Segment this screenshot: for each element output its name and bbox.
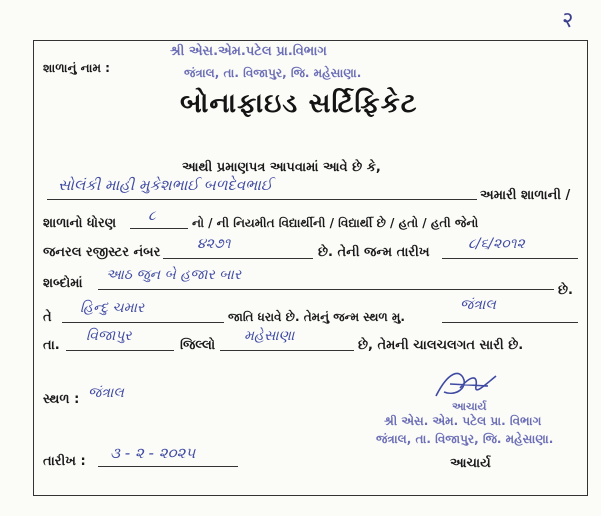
taluka-value: વિજાપુર (86, 328, 132, 344)
school-stamp-line1: શ્રી એસ.એમ.પટેલ પ્રા.વિભાગ (170, 44, 327, 59)
signature-stamp-line1: શ્રી એસ. એમ. પટેલ પ્રા. વિભાગ (384, 414, 542, 428)
dob-value: ૮/૬/૨૦૧૨ (468, 236, 525, 252)
signature-stamp-line2: જંત્રાલ, તા. વિજાપુર, જિ. મહેસાણા. (376, 432, 554, 446)
standard-label: શાળાનો ધોરણ (43, 216, 117, 231)
date-line (98, 466, 238, 467)
caste-text: જાતિ ધરાવે છે. તેમનું જન્મ સ્થળ મુ. (228, 310, 405, 324)
dob-in-words: આઠ જુન બે હજાર બાર (106, 267, 242, 283)
student-name-line (47, 199, 477, 200)
caste-value: હિન્દુ ચમાર (80, 300, 145, 316)
caste-prefix: તે (43, 310, 52, 325)
taluka-label: તા. (43, 338, 60, 353)
words-end: છે. (558, 283, 573, 298)
birthplace-value: જંત્રાલ (460, 297, 496, 313)
certificate-title: બોનાફાઇડ સર્ટિફિકેટ (180, 88, 418, 119)
standard-value: ૮ (148, 208, 156, 224)
school-name-label: શાળાનું નામ : (43, 61, 110, 75)
place-value: જંત્રાલ (88, 385, 124, 401)
signature-stamp-title: આચાર્ય (452, 400, 487, 413)
words-line (98, 289, 554, 290)
date-value: ૩ - ૨ - ૨૦૨૫ (110, 444, 196, 462)
district-value: મહેસાણા (244, 328, 295, 344)
standard-line (130, 228, 188, 229)
district-line (220, 350, 354, 351)
register-number: ૪૨૭૧ (197, 236, 231, 252)
dob-label: છે. તેની જન્મ તારીખ (318, 245, 430, 260)
district-label: જિલ્લો (180, 338, 216, 353)
caste-line (62, 322, 224, 323)
principal-label: આચાર્ય (450, 456, 491, 471)
taluka-line (66, 350, 174, 351)
intro-text: આથી પ્રમાણપત્ર આપવામાં આવે છે કે, (182, 160, 381, 175)
birthplace-line (442, 322, 578, 323)
place-label: સ્થળ : (43, 392, 80, 407)
page-marker: २ (562, 8, 574, 33)
school-stamp-line2: જંત્રાલ, તા. વિજાપુર, જિ. મહેસાણા. (184, 66, 362, 80)
our-school-text: અમારી શાળાની / (480, 188, 571, 203)
register-line (163, 258, 313, 259)
date-label: તારીખ : (43, 454, 86, 469)
words-label: શબ્દોમાં (43, 276, 83, 291)
dob-line (442, 258, 578, 259)
student-name: સોલંકી માહી મુકેશભાઈ બળદેવભાઈ (58, 176, 273, 194)
register-label: જનરલ રજીસ્ટર નંબર (43, 245, 161, 260)
standard-text: નો / ની નિયમીત વિદ્યાર્થીની / વિદ્યાર્થી છે / હતો / હતી જેનો (192, 216, 479, 230)
conduct-text: છે, તેમની ચાલચલગત સારી છે. (358, 338, 524, 353)
